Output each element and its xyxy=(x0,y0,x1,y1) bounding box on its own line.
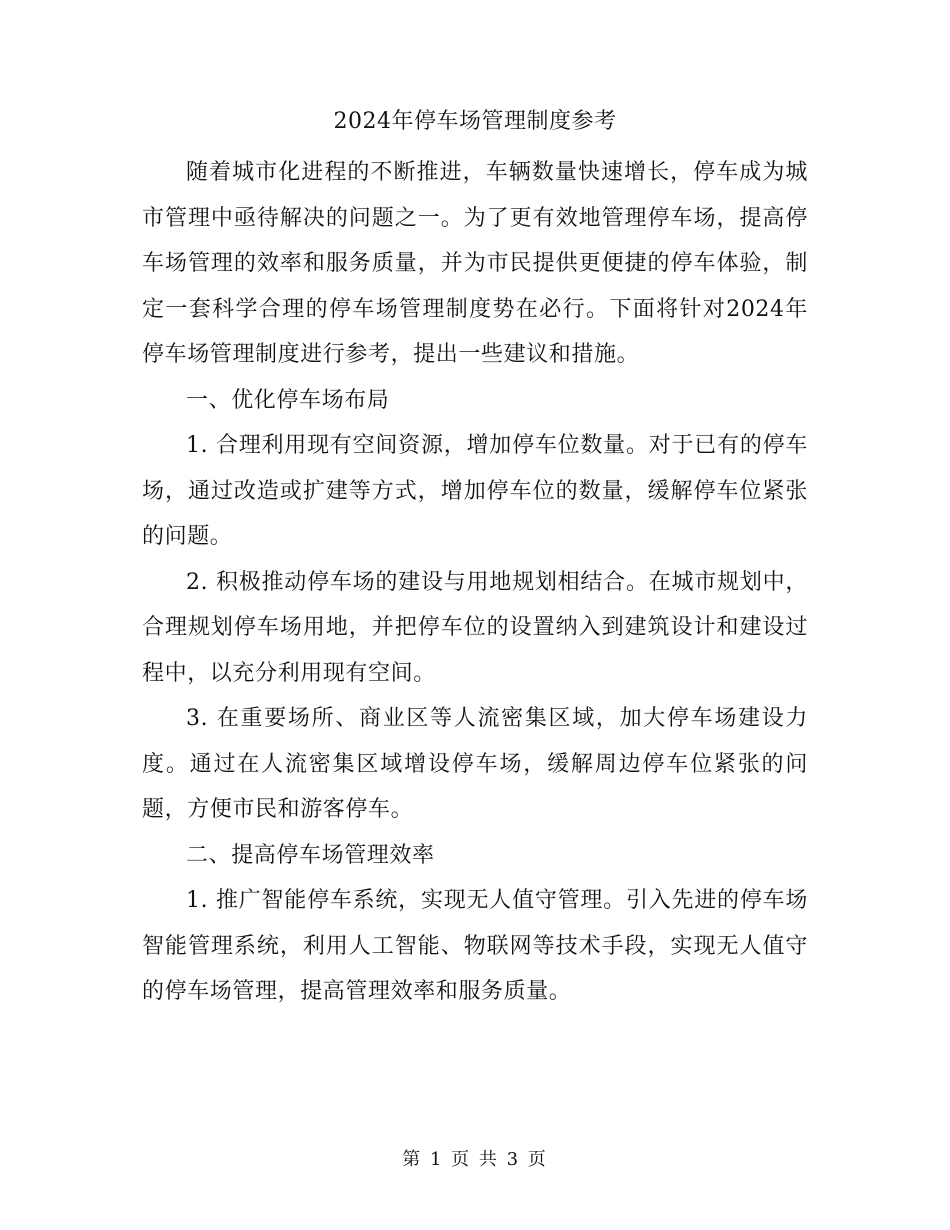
paragraph-intro: 随着城市化进程的不断推进，车辆数量快速增长，停车成为城市管理中亟待解决的问题之一。为了更有效地管理停车场，提高停车场管理的效率和服务质量，并为市民提供更便捷的停车体验，制定一套科学合理的停车场管理制度势在必行。下面将针对2024年停车场管理制度进行参考，提出一些建议和措施。 xyxy=(142,160,808,367)
document-body xyxy=(142,150,808,1015)
paragraph-item-1-3: 3. 在重要场所、商业区等人流密集区域，加大停车场建设力度。通过在人流密集区域增设停车场，缓解周边停车位紧张的问题，方便市民和游客停车。 xyxy=(142,706,808,822)
paragraph-item-2-1: 1. 推广智能停车系统，实现无人值守管理。引入先进的停车场智能管理系统，利用人工智能、物联网等技术手段，实现无人值守的停车场管理，提高管理效率和服务质量。 xyxy=(142,888,808,1004)
section-heading-2: 二、提高停车场管理效率 xyxy=(186,842,435,868)
document-title: 2024年停车场管理制度参考 xyxy=(333,109,617,134)
paragraph-item-1-1: 1. 合理利用现有空间资源，增加停车位数量。对于已有的停车场，通过改造或扩建等方式，增加停车位的数量，缓解停车位紧张的问题。 xyxy=(142,433,808,549)
page-footer: 第 1 页 共 3 页 xyxy=(402,1149,548,1170)
paragraph-item-1-2: 2. 积极推动停车场的建设与用地规划相结合。在城市规划中，合理规划停车场用地，并把停车位的设置纳入到建筑设计和建设过程中，以充分利用现有空间。 xyxy=(142,569,808,686)
section-heading-1: 一、优化停车场布局 xyxy=(186,387,390,413)
